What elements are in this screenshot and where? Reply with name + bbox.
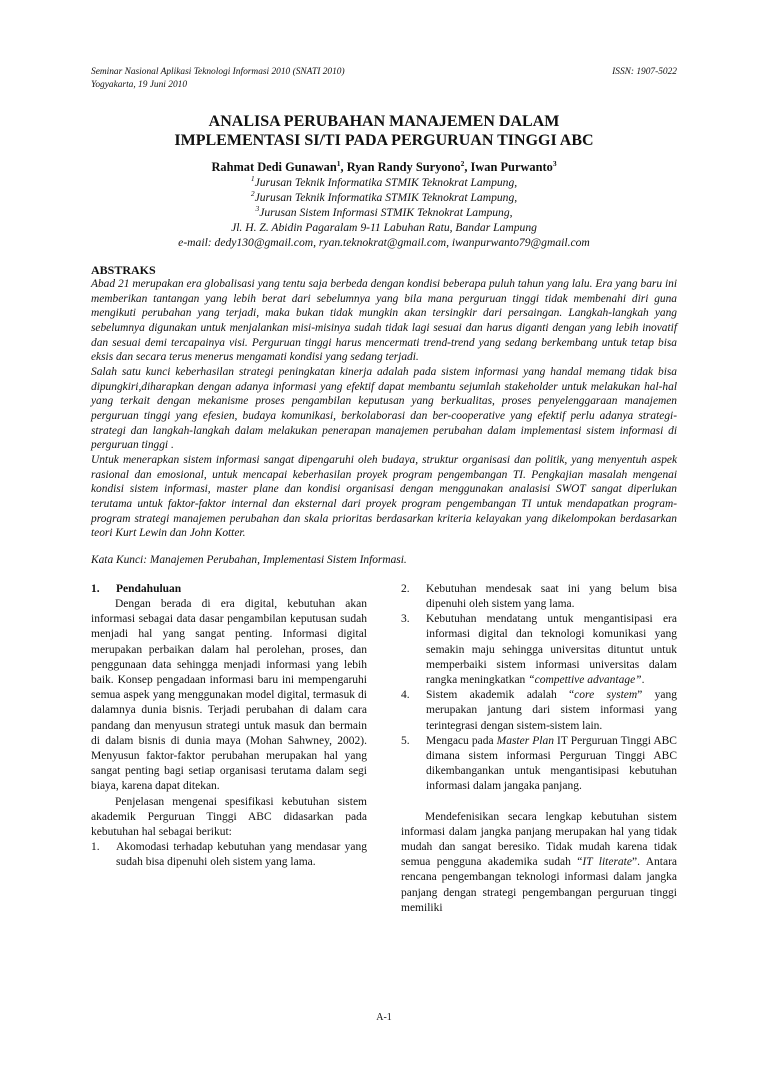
title-line: ANALISA PERUBAHAN MANAJEMEN DALAM xyxy=(208,113,560,130)
body-paragraph: Dengan berada di era digital, kebutuhan akan informasi sebagai data dasar pengambilan keputusan sudah menjadi hal yang sangat penting. Informasi digital merupakan perbaikan dalam hal perolehan, proses, dan penggunaan data sehingga menjadi informasi yang lebih baik. Konsep pengadaan informasi baru ini mempengaruhi semua aspek yang menggunakan model digital, termasuk di dalamnya dunia bisnis. Terjadi perubahan di dalam cara pandang dan menyusun strategi untuk masuk dan bermain di dalam bisnis di dunia maya (Mohan Sahwney, 2002). Menyusun faktor-faktor perubahan merupakan hal yang sangat penting bagi setiap organisasi terutama dalam segi biaya, karena dapat ditekan. xyxy=(91,598,367,793)
running-header xyxy=(91,66,677,92)
list-text-part: Sistem akademik adalah “ xyxy=(426,689,575,702)
paragraph-part: Mendefenisikan secara lengkap kebutuhan sistem informasi dalam jangka panjang merupakan hal yang tidak mudah dan sangat beresiko. Tidak mudah karena tidak semua pengguna akademika sudah “ xyxy=(401,810,677,869)
author-name: Ryan Randy Suryono xyxy=(346,160,461,174)
affiliation xyxy=(91,190,677,205)
paper-page xyxy=(91,66,677,916)
affiliation-text: Jurusan Teknik Informatika STMIK Teknokrat Lampung, xyxy=(254,176,518,189)
title-line: IMPLEMENTASI SI/TI PADA PERGURUAN TINGGI ABC xyxy=(174,132,594,149)
affiliation-text: Jurusan Teknik Informatika STMIK Teknokrat Lampung, xyxy=(254,191,518,204)
author-list: Rahmat Dedi Gunawan$^1$, Ryan Randy Suryono$^2$, Iwan Purwanto$^3$ xyxy=(211,158,557,174)
address: Jl. H. Z. Abidin Pagaralam 9-11 Labuhan Ratu, Bandar Lampung xyxy=(231,221,537,234)
email-line: e-mail: dedy130@gmail.com, ryan.teknokrat@gmail.com, iwanpurwanto79@gmail.com xyxy=(178,236,590,249)
issn: ISSN: 1907-5022 xyxy=(612,67,677,77)
left-column xyxy=(91,582,367,916)
author-name: Rahmat Dedi Gunawan xyxy=(211,160,337,174)
author-sup: 3 xyxy=(552,158,557,168)
conference-name: Seminar Nasional Aplikasi Teknologi Informasi 2010 (SNATI 2010) xyxy=(91,67,345,77)
author-sup: 1 xyxy=(336,158,341,168)
affiliations xyxy=(91,175,677,250)
list-text: Kebutuhan mendesak saat ini yang belum bisa dipenuhi oleh sistem yang lama. xyxy=(426,582,677,611)
paragraph-part: ”. Antara rencana pengembangan teknologi informasi dalam jangka panjang dengan strategi pengembangan perguruan tinggi memiliki xyxy=(401,856,677,914)
list-number: 2. xyxy=(401,582,410,595)
list-item xyxy=(401,582,677,612)
right-column xyxy=(401,582,677,916)
affiliation-sup: 3 xyxy=(255,204,260,214)
conference-location-date: Yogyakarta, 19 Juni 2010 xyxy=(91,80,188,90)
list-text xyxy=(426,734,677,795)
abstract-paragraph: Abad 21 merupakan era globalisasi yang tentu saja berbeda dengan kondisi beberapa puluh tahun yang lalu. Era yang baru ini memberikan tantangan yang lebih berat dari sebelumnya yang bila mana perguruan tinggi tidak membenahi diri guna mengikuti perubahan yang terjadi, maka bukan tidak mungkin akan tersingkir dari persaingan. Langkah-langkah yang sebelumnya digunakan untuk menjalankan misi-misinya sudah tidak lagi sesuai dan harus diganti dengan yang lebih inovatif dan sesuai demi tercapainya visi. Perguruan tinggi harus mencermati trend-trend yang sedang berkembang untuk tetap bisa eksis dan secara terus menerus mengamati kondisi yang sedang terjadi. xyxy=(91,278,677,364)
body-paragraph: Penjelasan mengenai spesifikasi kebutuhan sistem akademik Perguruan Tinggi ABC didasarkan pada kebutuhan hal sebagai berikut: xyxy=(91,795,367,839)
section-heading xyxy=(91,582,367,597)
section-title: Pendahuluan xyxy=(116,582,182,595)
list-text-emphasis: “compettive advantage” xyxy=(528,674,642,687)
list-text-part: ” yang merupakan jantung dari sistem informasi yang terintegrasi dengan sistem-sistem lain. xyxy=(426,689,677,732)
list-text-part: Kebutuhan mendatang untuk mengantisipasi era informasi digital dan teknologi komunikasi yang semakin maju sehingga universitas dituntut untuk memperbaiki sistem informasi universitas dalam rangka meningkatkan xyxy=(426,613,677,687)
list-number: 5. xyxy=(401,734,410,747)
author-sup: 2 xyxy=(460,158,465,168)
abstract-heading: ABSTRAKS xyxy=(91,263,156,277)
list-text: Akomodasi terhadap kebutuhan yang mendasar yang sudah bisa dipenuhi oleh sistem yang lama. xyxy=(116,841,367,869)
list-number: 1. xyxy=(91,841,100,854)
affiliation-text: Jurusan Sistem Informasi STMIK Teknokrat Lampung, xyxy=(259,206,513,219)
affiliation-sup: 1 xyxy=(250,174,255,184)
list-text-part: IT Perguruan Tinggi ABC dimana sistem informasi Perguruan Tinggi ABC dikembangankan untuk mengantisipasi kebutuhan informasi dalam jangaka panjang. xyxy=(426,734,677,793)
paper-title xyxy=(91,112,677,150)
abstract-body xyxy=(91,277,677,541)
affiliation-sup: 2 xyxy=(250,189,255,199)
abstract-paragraph: Untuk menerapkan sistem informasi sangat dipengaruhi oleh budaya, struktur organisasi dan politik, yang menyentuh aspek rasional dan emosional, untuk mencapai keberhasilan proyek program pengembangan TI. Pengkajian masalah mengenai kondisi sistem informasi, master plane dan kondisi organisasi dengan menggunakan analasisi SWOT sangat diperlukan terutama untuk faktor-faktor internal dan eksternal dari proyek program pengembangan TI untuk mendapatkan program-program strategi manajemen perubahan dan skala prioritas berdasarkan kriteria kelayakan yang dikelompokan berdasarkan teori Kurt Lewin dan John Kotter. xyxy=(91,453,677,540)
affiliation xyxy=(91,175,677,190)
list-item xyxy=(401,688,677,734)
abstract-paragraph: Salah satu kunci keberhasilan strategi peningkatan kinerja adalah pada sistem informasi yang handal memang tidak bisa dipungkiri,diharapkan dengan adanya informasi yang efektif dapat membantu sejumlah stakeholder untuk melakukan hal-hal yang terkait dengan mekanisme proses pengambilan keputusan yang berkualitas, proses penyelenggaraan manajemen perguruan tinggi yang efesien, budaya komunikasi, berkolaborasi dan ber-cooperative yang efektif perlu adanya strategi-strategi dan langkah-langkah dalam melakukan penerapan manajemen perubahan dalam implementasi sistem informasi di perguruan tinggi . xyxy=(91,365,677,452)
list-item xyxy=(401,612,677,688)
list-text xyxy=(426,688,677,734)
list-text-emphasis: Master Plan xyxy=(496,734,554,747)
affiliation xyxy=(91,205,677,220)
list-item xyxy=(91,840,367,870)
paragraph-emphasis: IT literate xyxy=(582,856,632,869)
list-text-part: Mengacu pada xyxy=(426,734,497,747)
list-item xyxy=(401,734,677,795)
body-columns xyxy=(91,582,677,916)
list-text-emphasis: core system xyxy=(574,689,638,702)
list-number: 3. xyxy=(401,613,410,626)
list-text xyxy=(426,612,677,688)
page-number: A-1 xyxy=(376,1012,392,1023)
keywords: Kata Kunci: Manajemen Perubahan, Implementasi Sistem Informasi. xyxy=(91,553,407,566)
body-paragraph xyxy=(401,810,677,916)
list-number: 4. xyxy=(401,689,410,702)
author-name: Iwan Purwanto xyxy=(470,160,553,174)
section-number: 1. xyxy=(91,582,100,595)
list-text-part: . xyxy=(641,674,645,687)
